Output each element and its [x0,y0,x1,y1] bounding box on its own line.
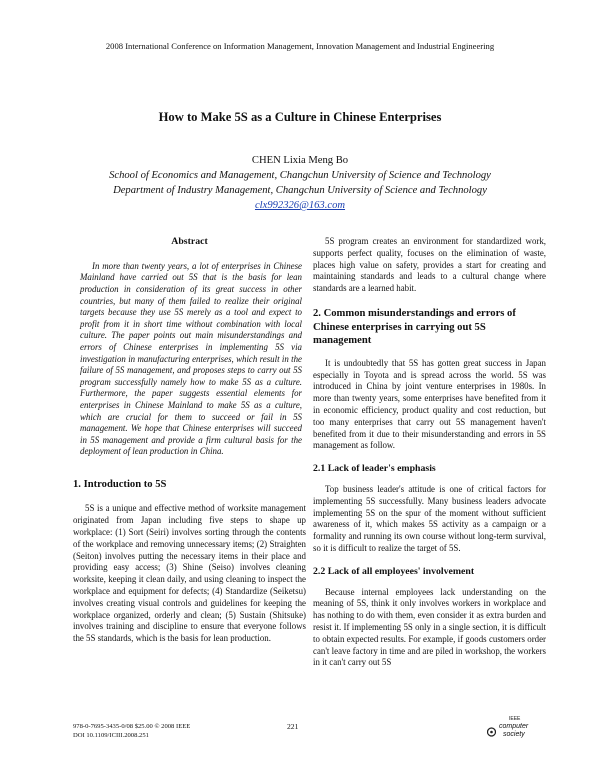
section-2-1-heading: 2.1 Lack of leader's emphasis [313,463,436,475]
right-intro-paragraph: 5S program creates an environment for standardized work, supports perfect quality, focuses on the elimination of waste, places high value on safety, provides a start for creating and maintaining standards and leads to a cultural change where standards are a learned habit. [313,236,546,294]
conference-header: 2008 International Conference on Information Management, Innovation Management and Industrial Engineering [105,41,495,51]
computer-society-logo [487,716,535,744]
abstract-text: In more than twenty years, a lot of enterprises in Chinese Mainland have carried out 5S that is the basis for lean production in consideration of its great success in other countries, but many of them failed to realize their original targets because they use 5S merely as a tool and expect to profit from it in short time without combination with local culture. The paper points out main misunderstandings and errors of Chinese enterprises in implementing 5S via investigation in manufacturing enterprises, which result in the failure of 5S management, and proposes steps to carry out 5S program successfully namely how to make 5S as a culture. Furthermore, the paper suggests essential elements for enterprises in Chinese Mainland to make 5S as a culture, which are crucial for them to succeed or fail in 5S management. We hope that Chinese enterprises will succeed in 5S management and provide a firm cultural basis for the deployment of lean production in China. [80,260,302,457]
logo-text-society: society [503,731,525,738]
page-number: 221 [287,722,299,731]
section-2-heading: 2. Common misunderstandings and errors of Chinese enterprises in carrying out 5S management [313,307,516,347]
section-1-text: 5S is a unique and effective method of worksite management originated from Japan including five steps to shape up workplace: (1) Sort (Seiri) involves sorting through the contents of the workplace and removing unnecessary items; (2) Straighten (Seiton) involves putting the necessary items in their place and providing easy access; (3) Shine (Seiso) involves cleaning worksite, keeping it clean daily, and using cleaning to inspect the workplace and equipment for defects; (4) Standardize (Seiketsu) involves creating visual controls and guidelines for keeping the workplace organized, orderly and clean; (5) Sustain (Shitsuke) involves training and discipline to ensure that everyone follows the 5S standards, which is the basis for lean production. [73,503,306,644]
logo-ieee-text: IEEE [509,716,521,722]
left-column [73,236,306,645]
footer-isbn: 978-0-7695-3435-0/08 $25.00 © 2008 IEEE [73,723,191,730]
affiliation-1: School of Economics and Management, Changchun University of Science and Technology [109,170,491,181]
section-1-heading: 1. Introduction to 5S [73,478,167,490]
computer-society-mark-icon [487,725,496,739]
section-2-1-text: Top business leader's attitude is one of critical factors for implementing 5S successfully. Many business leaders advocate implementing 5S on the spur of the moment without sufficient awareness of it, which makes 5S activity as a campaign or a formality and running its own course without long-term survival, so it is difficult to realize the target of 5S. [313,483,546,553]
section-2-2-heading: 2.2 Lack of all employees' involvement [313,565,475,577]
right-column [313,236,546,669]
author-email-link[interactable]: clx992326@163.com [254,200,346,211]
section-2-text: It is undoubtedly that 5S has gotten great success in Japan especially in Toyota and is spread across the world. 5S was introduced in China by joint venture enterprises in 1980s. In more than twenty years, some enterprises have benefited from it in economic efficiency, product quality and cost reduction, but too many enterprises that carry out 5S management haven't benefited from it due to their misunderstanding and errors in 5S management as follow. [313,357,546,451]
affiliation-2: Department of Industry Management, Changchun University of Science and Technology [113,185,487,196]
paper-title: How to Make 5S as a Culture in Chinese Enterprises [158,110,442,124]
section-2-2-text: Because internal employees lack understanding on the meaning of 5S, think it only involves workers in workplace and has nothing to do with them, even consider it as extra burden and resist it. If implementing 5S only in a single section, it is difficult to obtain expected results. For example, if goods customers order can't leave factory in time and are piled in workshop, the workers in it can't carry out 5S [313,586,546,668]
author-block [0,153,600,213]
logo-text-computer: computer [499,723,529,730]
footer-copyright [73,722,190,740]
footer-doi: DOI 10.1109/ICIII.2008.251 [73,732,149,739]
author-names: CHEN Lixia Meng Bo [251,155,349,166]
abstract-heading: Abstract [171,236,208,247]
